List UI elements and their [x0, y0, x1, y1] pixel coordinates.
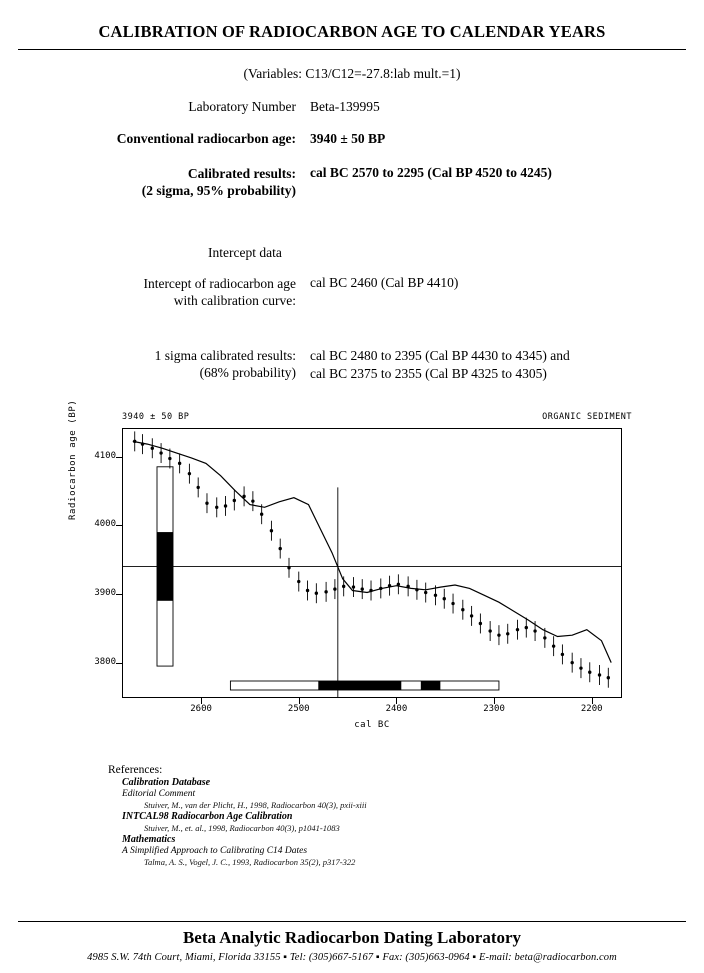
calibrated-results-label	[0, 165, 310, 200]
chart-x-tick-label: 2400	[385, 704, 408, 715]
footer-divider	[18, 921, 686, 922]
lab-number-row	[0, 99, 704, 115]
calibrated-results-label-line2: (2 sigma, 95% probability)	[141, 183, 296, 199]
chart-y-tick-label: 3800	[94, 656, 116, 667]
intercept-label	[0, 275, 310, 310]
one-sigma-label-line2: (68% probability)	[199, 365, 296, 381]
chart-x-tick-label: 2600	[190, 704, 212, 715]
references-list	[108, 777, 704, 867]
title-divider	[18, 49, 686, 50]
chart-x-tick-mark	[592, 698, 593, 704]
one-sigma-row	[0, 347, 704, 382]
conventional-age-row	[0, 131, 704, 147]
chart-x-axis-label: cal BC	[354, 720, 390, 731]
chart-title-left: 3940 ± 50 BP	[122, 412, 190, 423]
chart-y-tick-label: 4000	[94, 519, 116, 530]
chart-x-tick-mark	[201, 698, 202, 704]
reference-item: Talma, A. S., Vogel, J. C., 1993, Radiocarbon 35(2), p317-322	[144, 857, 356, 868]
intercept-label-line1: Intercept of radiocarbon age	[143, 275, 296, 291]
chart-x-tick-label: 2500	[287, 704, 310, 715]
chart-header	[122, 412, 632, 422]
chart-x-tick-label: 2300	[483, 704, 505, 715]
calibrated-results-row	[0, 165, 704, 200]
chart-title-right: ORGANIC SEDIMENT	[542, 412, 632, 423]
calibrated-results-label-line1: Calibrated results:	[187, 166, 296, 181]
chart-y-tick-label: 4100	[94, 450, 116, 461]
chart-x-tick-mark	[494, 698, 495, 704]
page-footer	[0, 921, 704, 963]
chart-plot-area	[122, 428, 622, 698]
lab-address: 4985 S.W. 74th Court, Miami, Florida 33155 ▪ Tel: (305)667-5167 ▪ Fax: (305)663-0964 ▪ E-mail: beta@radiocarbon.com	[87, 952, 617, 963]
reference-item: A Simplified Approach to Calibrating C14 Dates	[122, 846, 308, 857]
lab-name: Beta Analytic Radiocarbon Dating Laboratory	[182, 928, 522, 947]
chart-y-tick-label: 3900	[94, 588, 116, 599]
lab-number-label: Laboratory Number	[188, 99, 296, 114]
lab-number-value: Beta-139995	[310, 99, 380, 114]
reference-item: INTCAL98 Radiocarbon Age Calibration	[122, 811, 293, 823]
calibration-chart	[0, 399, 704, 752]
intercept-value: cal BC 2460 (Cal BP 4410)	[310, 274, 459, 290]
intercept-label-line2: with calibration curve:	[173, 292, 296, 308]
one-sigma-value-line1: cal BC 2480 to 2395 (Cal BP 4430 to 4345) and	[310, 348, 570, 364]
one-sigma-label-line1: 1 sigma calibrated results:	[154, 348, 296, 364]
intercept-row	[0, 275, 704, 310]
intercept-data-heading: Intercept data	[208, 244, 282, 260]
chart-x-tick-mark	[396, 698, 397, 704]
calibrated-results-value: cal BC 2570 to 2295 (Cal BP 4520 to 4245)	[310, 165, 552, 180]
reference-item: Mathematics	[122, 834, 176, 846]
reference-item: Editorial Comment	[122, 789, 196, 800]
reference-item: Stuiver, M., et. al., 1998, Radiocarbon 40(3), p1041-1083	[144, 823, 340, 834]
conventional-age-value: 3940 ± 50 BP	[310, 131, 386, 146]
calibration-report-page	[0, 22, 704, 973]
references-heading: References:	[108, 764, 163, 777]
chart-x-tick-label: 2200	[580, 704, 603, 715]
chart-y-axis-label: Radiocarbon age (BP)	[68, 399, 78, 521]
chart-svg	[123, 429, 621, 697]
conventional-age-label: Conventional radiocarbon age:	[116, 131, 296, 146]
page-title: CALIBRATION OF RADIOCARBON AGE TO CALENDAR YEARS	[98, 22, 606, 41]
references-block	[108, 764, 704, 867]
variables-line: (Variables: C13/C12=-27.8:lab mult.=1)	[243, 66, 461, 81]
one-sigma-value-line2: cal BC 2375 to 2355 (Cal BP 4325 to 4305)	[310, 365, 547, 381]
one-sigma-value	[310, 347, 704, 382]
one-sigma-label	[0, 347, 310, 382]
reference-item: Stuiver, M., van der Plicht, H., 1998, Radiocarbon 40(3), pxii-xiii	[144, 800, 367, 811]
reference-item: Calibration Database	[122, 777, 211, 789]
chart-x-tick-mark	[299, 698, 300, 704]
